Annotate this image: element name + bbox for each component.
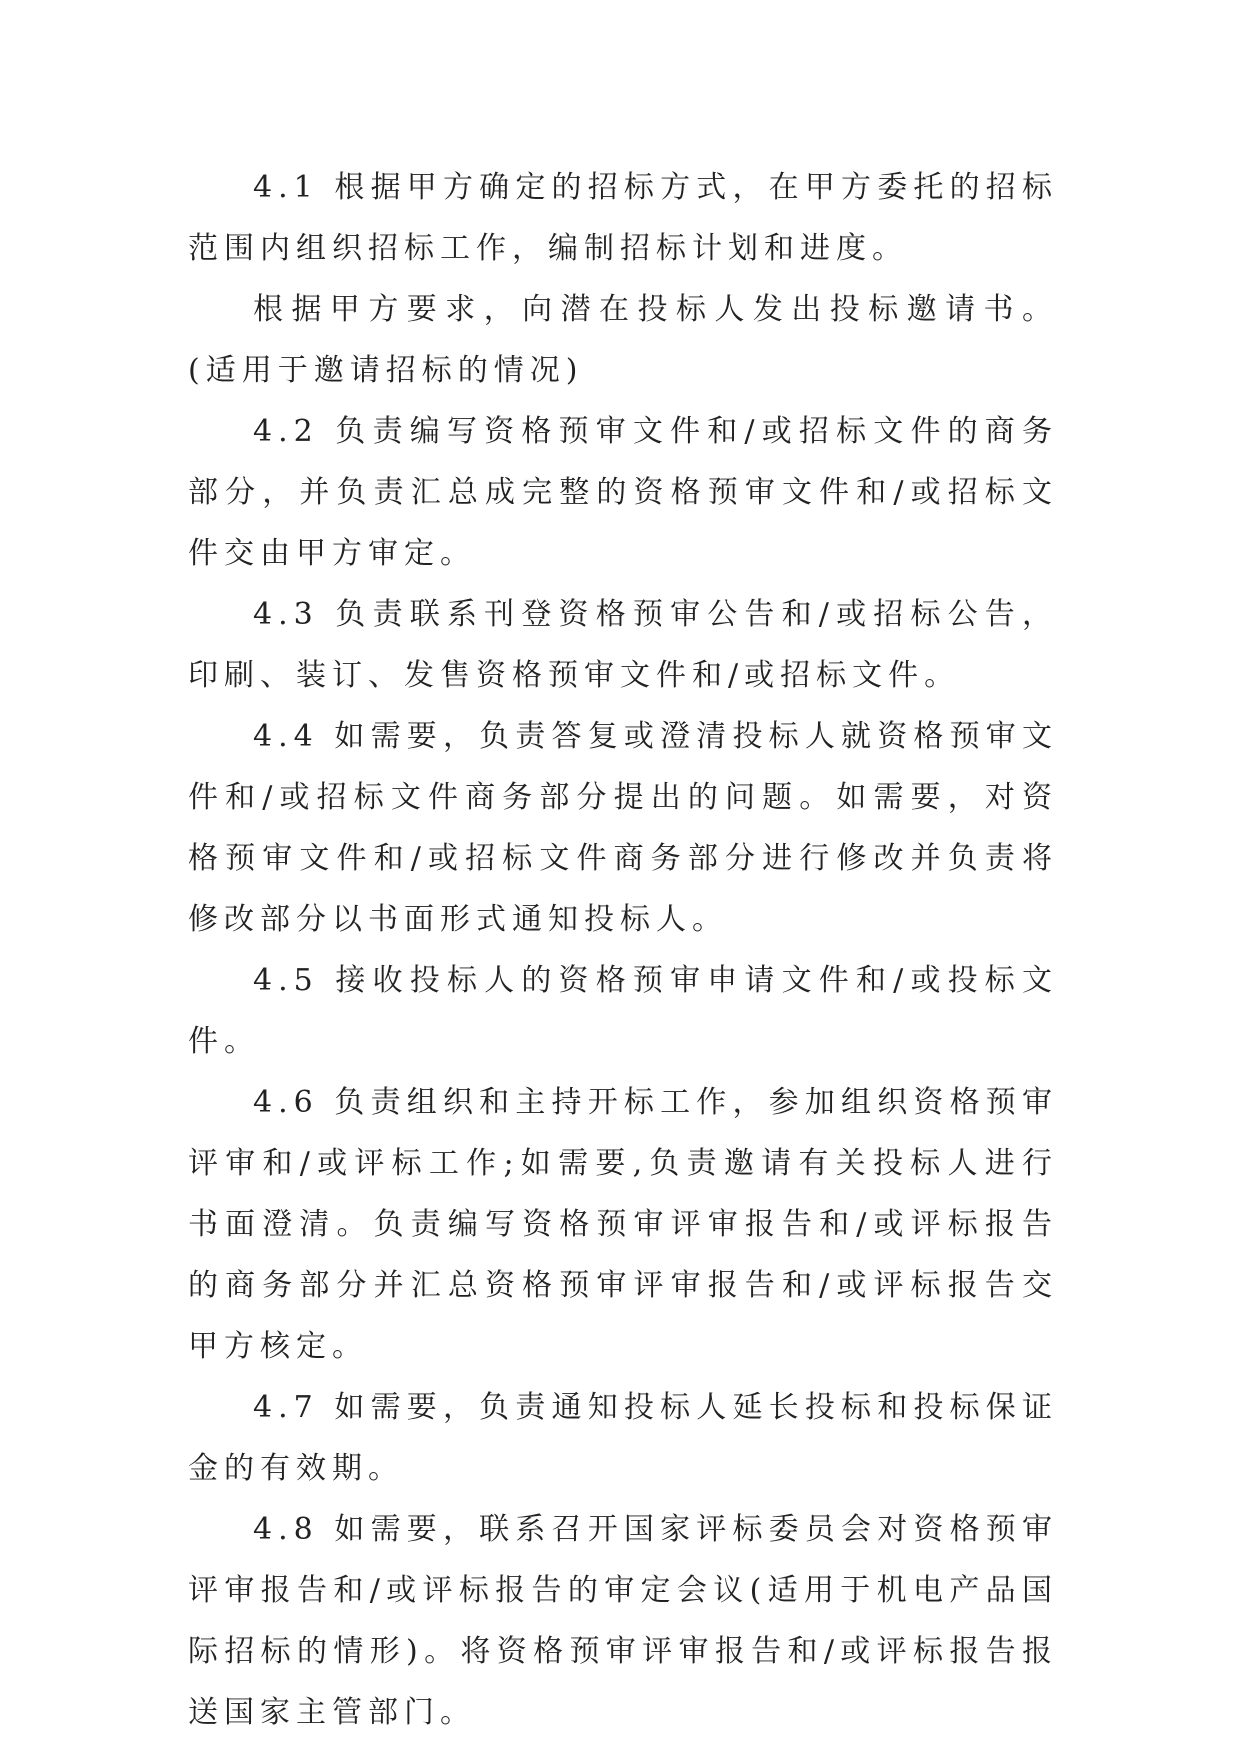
paragraph-4-6: 4.6 负责组织和主持开标工作，参加组织资格预审评审和/或评标工作;如需要,负责邀请有关投标人进行书面澄清。负责编写资格预审评审报告和/或评标报告的商务部分并汇总资格预审评审报告和/或评标报告交甲方核定。 — [188, 1085, 1058, 1364]
paragraph-4-4: 4.4 如需要，负责答复或澄清投标人就资格预审文件和/或招标文件商务部分提出的问题。如需要，对资格预审文件和/或招标文件商务部分进行修改并负责将修改部分以书面形式通知投标人。 — [188, 719, 1058, 937]
paragraph-4-3: 4.3 负责联系刊登资格预审公告和/或招标公告，印刷、装订、发售资格预审文件和/或招标文件。 — [188, 597, 1058, 693]
paragraph-4-8: 4.8 如需要，联系召开国家评标委员会对资格预审评审报告和/或评标报告的审定会议(适用于机电产品国际招标的情形)。将资格预审评审报告和/或评标报告报送国家主管部门。 — [188, 1512, 1058, 1730]
paragraph-4-5: 4.5 接收投标人的资格预审申请文件和/或投标文件。 — [188, 963, 1058, 1059]
paragraph-4-1: 4.1 根据甲方确定的招标方式，在甲方委托的招标范围内组织招标工作，编制招标计划和进度。 — [188, 170, 1058, 266]
paragraph-4-2: 4.2 负责编写资格预审文件和/或招标文件的商务部分，并负责汇总成完整的资格预审文件和/或招标文件交由甲方审定。 — [188, 414, 1058, 571]
paragraph-4-7: 4.7 如需要，负责通知投标人延长投标和投标保证金的有效期。 — [188, 1390, 1058, 1486]
paragraph-4-1-invitation: 根据甲方要求，向潜在投标人发出投标邀请书。(适用于邀请招标的情况) — [188, 292, 1058, 388]
document-body — [188, 157, 1058, 1743]
